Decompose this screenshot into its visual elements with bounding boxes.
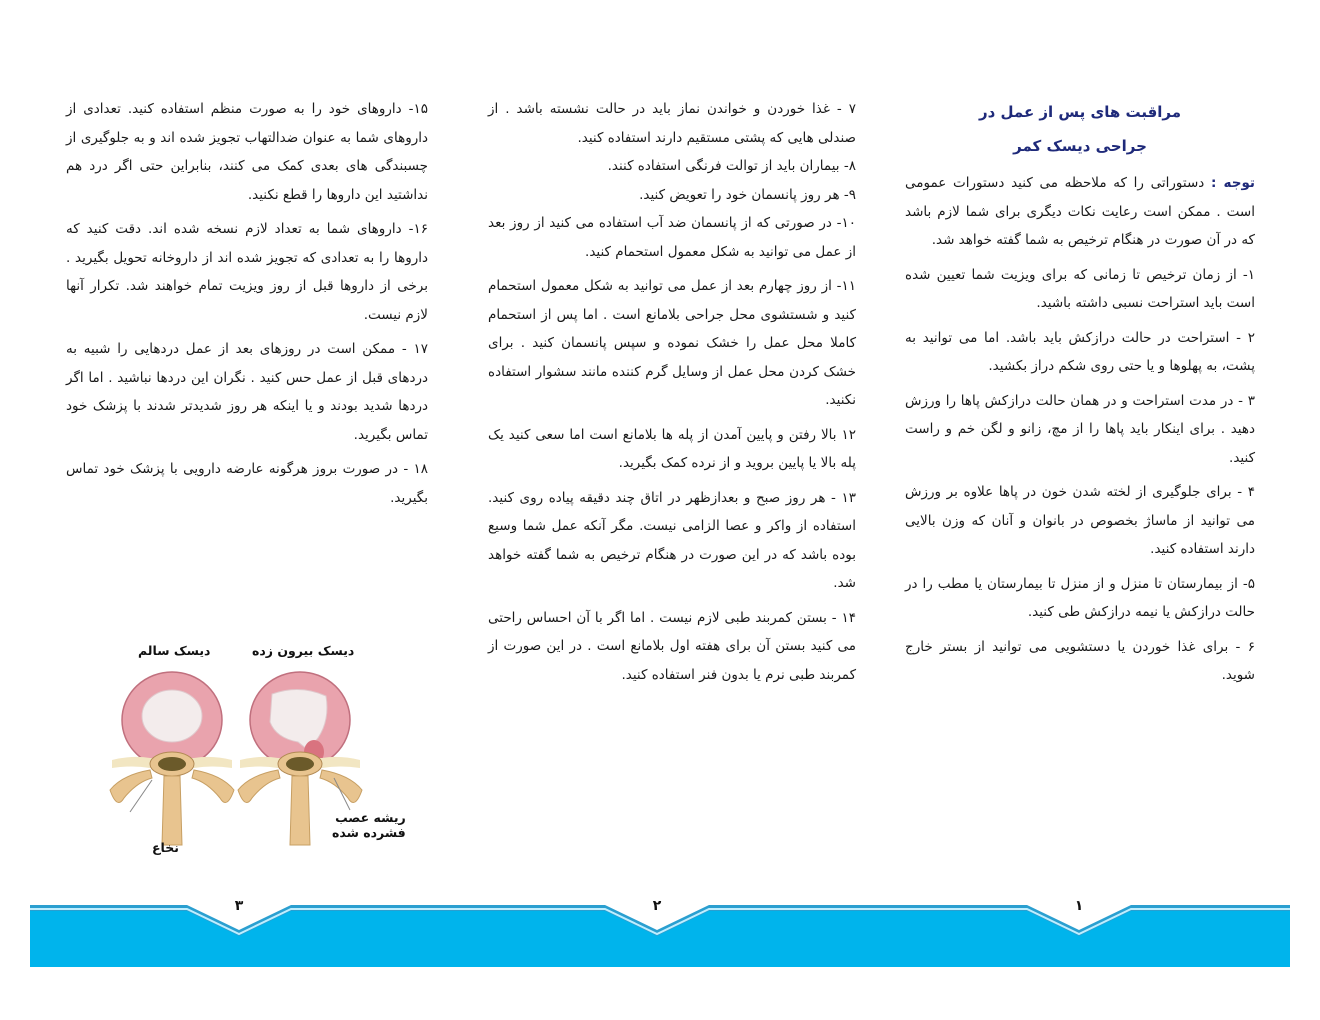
herniated-disc-label: دیسک بیرون زده bbox=[252, 643, 355, 658]
instruction-item: ۱۲ بالا رفتن و پایین آمدن از پله ها بلامانع است اما سعی کنید یک پله بالا یا پایین بروید و از نرده کمک بگیرید. bbox=[488, 426, 856, 471]
page-number-1: ۱ bbox=[1074, 898, 1084, 914]
instruction-item: ۱۶- داروهای شما به تعداد لازم نسخه شده اند. دقت کنید که داروها را به تعدادی که تجویز شده اند از داروخانه تحویل بگیرید . برخی از داروها قبل از روز ویزیت تمام خواهند شد. تکرار آنها لازم نیست. bbox=[66, 221, 428, 323]
instruction-item: ۵- از بیمارستان تا منزل و از منزل تا بیمارستان یا مطب را در حالت درازکش یا نیمه درازکش طی کنید. bbox=[905, 575, 1255, 620]
instruction-item: ۱۴ - بستن کمربند طبی لازم نیست . اما اگر با آن احساس راحتی می کنید بستن آن برای هفته اول بلامانع است . در این صورت از کمربند طبی نرم یا بدون فنر استفاده کنید. bbox=[488, 609, 856, 683]
document-title-line-1: مراقبت های پس از عمل در bbox=[978, 103, 1182, 121]
instruction-item: ۶ - برای غذا خوردن یا دستشویی می توانید از بستر خارج شوید. bbox=[905, 638, 1255, 683]
nerve-root-label: ریشه عصب فشرده شده bbox=[332, 810, 406, 840]
panel-2 bbox=[488, 95, 856, 689]
instruction-item: ۱۰- در صورتی که از پانسمان ضد آب استفاده می کنید از روز بعد از عمل می توانید به شکل معمول استحمام کنید. bbox=[488, 215, 856, 260]
instruction-item: ۱۵- داروهای خود را به صورت منظم استفاده کنید. تعدادی از داروهای شما به عنوان ضدالتهاب تجویز شده اند و به جلوگیری از چسبندگی های بعدی کمک می کنند، بنابراین حتی اگر درد هم نداشتید این داروها را قطع نکنید. bbox=[66, 101, 428, 203]
instruction-item: ۱۱- از روز چهارم بعد از عمل می توانید به شکل معمول استحمام کنید و شستشوی محل جراحی بلامانع است . اما پس از استحمام کاملا محل عمل را خشک نموده و سپس پانسمان کنید . برای خشک کردن محل عمل از وسایل گرم کننده مانند سشوار استفاده نکنید. bbox=[488, 278, 856, 408]
instruction-item: ۷ - غذا خوردن و خواندن نماز باید در حالت نشسته باشد . از صندلی هایی که پشتی مستقیم دارند استفاده کنید. bbox=[488, 101, 856, 146]
instruction-item: ۸- بیماران باید از توالت فرنگی استفاده کنند. bbox=[607, 158, 856, 174]
disc-herniation-illustration bbox=[100, 635, 406, 870]
note-label: توجه : bbox=[1211, 175, 1255, 191]
instruction-item: ۱- از زمان ترخیص تا زمانی که برای ویزیت شما تعیین شده است باید استراحت نسبی داشته باشید. bbox=[905, 266, 1255, 311]
instruction-item: ۳ - در مدت استراحت و در همان حالت درازکش پاها را ورزش دهید . برای اینکار باید پاها را از مچ، زانو و لگن خم و راست کنید. bbox=[905, 392, 1255, 466]
panel-1 bbox=[905, 95, 1255, 690]
healthy-disc-label: دیسک سالم bbox=[138, 643, 211, 658]
note-paragraph bbox=[905, 169, 1255, 255]
document-title-line-2: جراحی دیسک کمر bbox=[1013, 137, 1147, 155]
panel-3 bbox=[66, 95, 428, 512]
instruction-item: ۱۸ - در صورت بروز هرگونه عارضه دارویی با پزشک خود تماس بگیرید. bbox=[66, 461, 428, 506]
instruction-item: ۲ - استراحت در حالت درازکش باید باشد. اما می توانید به پشت، به پهلوها و یا حتی روی شکم دراز بکشید. bbox=[905, 329, 1255, 374]
instruction-item: ۱۷ - ممکن است در روزهای بعد از عمل دردهایی را شبیه به دردهای قبل از عمل حس کنید . نگران این دردها نباشید . اما اگر دردها شدید بودند و یا اینکه هر روز شدیدتر شدند با پزشک خود تماس بگیرید. bbox=[66, 341, 428, 443]
instruction-item: ۱۳ - هر روز صبح و بعدازظهر در اتاق چند دقیقه پیاده روی کنید. استفاده از واکر و عصا الزامی نیست. مگر آنکه عمل شما وسیع بوده باشد که در این صورت در هنگام ترخیص به شما گفته خواهد شد. bbox=[488, 489, 856, 591]
page-number-2: ۲ bbox=[652, 898, 662, 914]
page-number-3: ۳ bbox=[234, 898, 244, 914]
spinal-cord-label: نخاع bbox=[152, 840, 179, 855]
instruction-item: ۹- هر روز پانسمان خود را تعویض کنید. bbox=[639, 186, 856, 203]
instruction-item: ۴ - برای جلوگیری از لخته شدن خون در پاها علاوه بر ورزش می توانید از ماساژ بخصوص در بانوان و آنان که وزن بالایی دارند استفاده کنید. bbox=[905, 484, 1255, 557]
note-text: دستوراتی را که ملاحظه می کنید دستورات عمومی است . ممکن است رعایت نکات دیگری برای شما لازم باشد که در آن صورت در هنگام ترخیص به شما گفته خواهد شد. bbox=[905, 175, 1255, 248]
